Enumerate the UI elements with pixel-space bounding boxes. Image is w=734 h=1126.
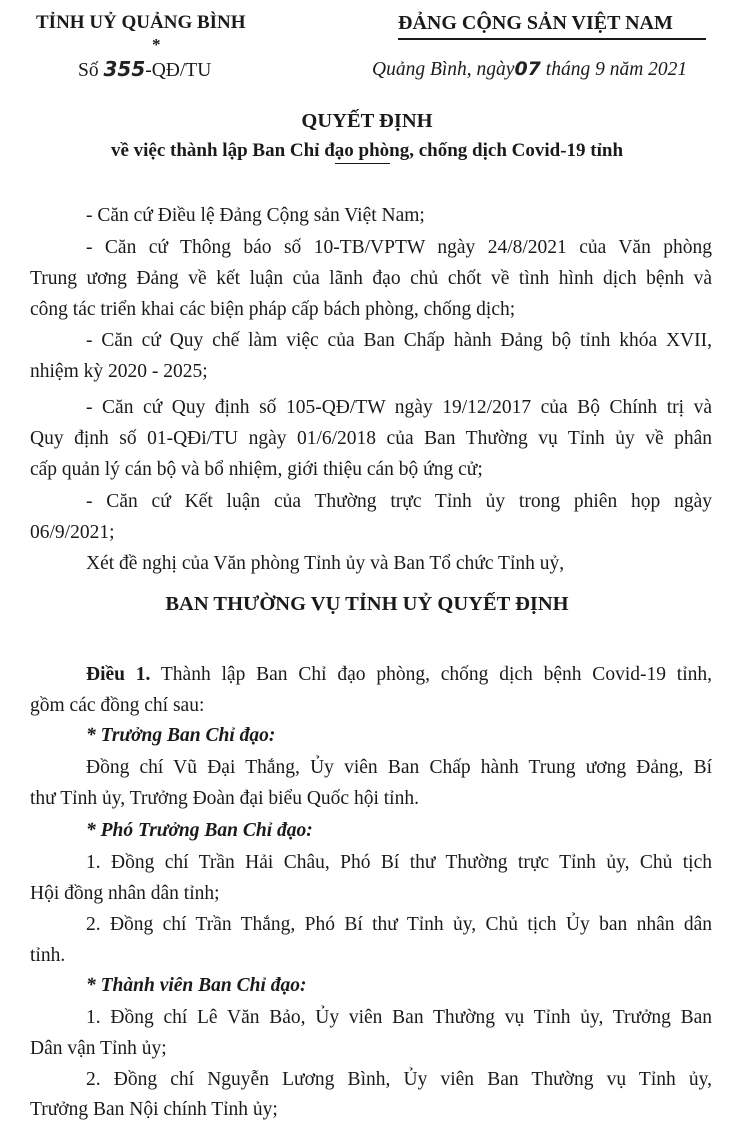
article-1-line1 (30, 659, 712, 690)
basis-notice-line3: công tác triển khai các biện pháp cấp bách phòng, chống dịch; (30, 299, 516, 320)
article-1-label: Điều 1. (86, 664, 151, 685)
basis-notice-line1: - Căn cứ Thông báo số 10-TB/VPTW ngày 24/8/2021 của Văn phòng (86, 237, 712, 258)
head-member-line2: thư Tỉnh ủy, Trưởng Đoàn đại biểu Quốc hội tỉnh. (30, 788, 419, 809)
subtitle-underline (335, 163, 390, 164)
basis-regulation-line2: nhiệm kỳ 2020 - 2025; (30, 361, 208, 382)
place-date-suffix: tháng 9 năm 2021 (540, 59, 688, 80)
article-1-line2: gồm các đồng chí sau: (30, 695, 205, 716)
org-name-right: ĐẢNG CỘNG SẢN VIỆT NAM (398, 12, 673, 34)
article-1-text: Thành lập Ban Chỉ đạo phòng, chống dịch bệnh Covid-19 tỉnh, (150, 664, 712, 685)
member-1-line2: Dân vận Tỉnh ủy; (30, 1038, 167, 1059)
number-suffix: -QĐ/TU (145, 60, 212, 81)
head-section-title: * Trưởng Ban Chỉ đạo: (86, 725, 276, 746)
head-member-line1: Đồng chí Vũ Đại Thắng, Ủy viên Ban Chấp hành Trung ương Đảng, Bí (86, 757, 712, 778)
document-title: QUYẾT ĐỊNH (301, 110, 433, 132)
member-2-line2: Trưởng Ban Nội chính Tỉnh ủy; (30, 1099, 278, 1120)
deputy-1-line2: Hội đồng nhân dân tỉnh; (30, 883, 220, 904)
basis-rule-line1: - Căn cứ Quy định số 105-QĐ/TW ngày 19/12/2017 của Bộ Chính trị và (86, 397, 712, 418)
document-subtitle: về việc thành lập Ban Chỉ đạo phòng, chống dịch Covid-19 tỉnh (110, 140, 624, 161)
handwritten-number: 355 (103, 57, 146, 81)
deputy-section-title: * Phó Trưởng Ban Chỉ đạo: (86, 820, 313, 841)
document-number (78, 57, 211, 82)
org-name-left: TỈNH UỶ QUẢNG BÌNH (36, 12, 246, 33)
basis-rule-line3: cấp quản lý cán bộ và bổ nhiệm, giới thiệu cán bộ ứng cử; (30, 459, 483, 480)
org-name-underline (398, 38, 706, 40)
deputy-1-line1: 1. Đồng chí Trần Hải Châu, Phó Bí thư Thường trực Tỉnh ủy, Chủ tịch (86, 852, 712, 873)
basis-rule-line2: Quy định số 01-QĐi/TU ngày 01/6/2018 của Ban Thường vụ Tỉnh ủy về phân (30, 428, 712, 449)
deputy-2-line1: 2. Đồng chí Trần Thắng, Phó Bí thư Tỉnh ủy, Chủ tịch Ủy ban nhân dân (86, 914, 712, 935)
number-prefix: Số (78, 60, 104, 81)
star-mark: * (152, 35, 161, 54)
basis-conclusion-line1: - Căn cứ Kết luận của Thường trực Tỉnh ủy trong phiên họp ngày (86, 491, 712, 512)
basis-notice-line2: Trung ương Đảng về kết luận của lãnh đạo chủ chốt về tình hình dịch bệnh và (30, 268, 712, 289)
basis-charter: - Căn cứ Điều lệ Đảng Cộng sản Việt Nam; (86, 205, 425, 226)
members-section-title: * Thành viên Ban Chỉ đạo: (86, 975, 307, 996)
basis-regulation-line1: - Căn cứ Quy chế làm việc của Ban Chấp hành Đảng bộ tỉnh khóa XVII, (86, 330, 712, 351)
deputy-2-line2: tỉnh. (30, 945, 66, 966)
handwritten-day: 07 (514, 58, 541, 80)
decision-heading: BAN THƯỜNG VỤ TỈNH UỶ QUYẾT ĐỊNH (165, 593, 569, 615)
member-1-line1: 1. Đồng chí Lê Văn Bảo, Ủy viên Ban Thường vụ Tỉnh ủy, Trưởng Ban (86, 1007, 712, 1028)
place-date-prefix: Quảng Bình, ngày (372, 59, 515, 80)
proposal-line: Xét đề nghị của Văn phòng Tỉnh ủy và Ban Tổ chức Tỉnh uỷ, (86, 553, 565, 574)
basis-conclusion-line2: 06/9/2021; (30, 522, 115, 543)
member-2-line1: 2. Đồng chí Nguyễn Lương Bình, Ủy viên Ban Thường vụ Tỉnh ủy, (86, 1069, 712, 1090)
place-date (372, 58, 687, 81)
